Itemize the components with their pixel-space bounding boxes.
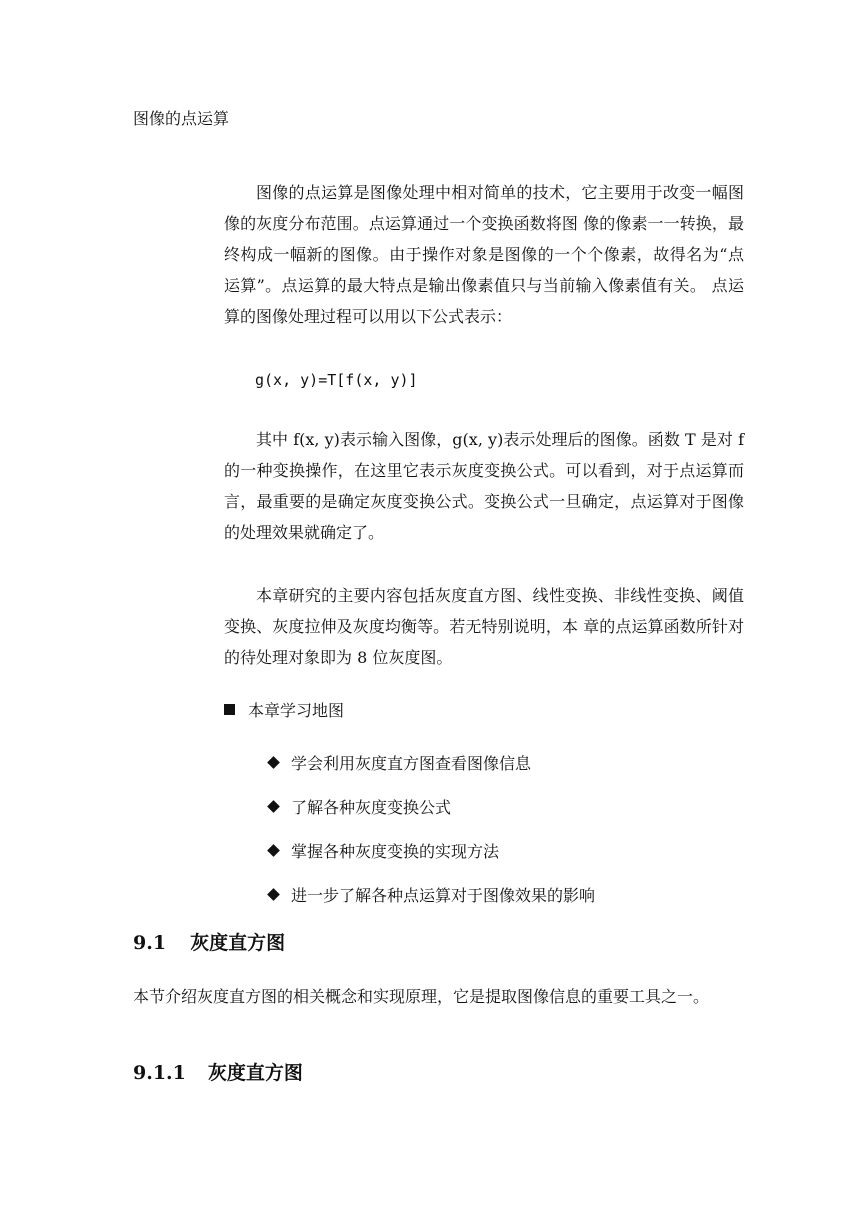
list-item: 进一步了解各种点运算对于图像效果的影响: [267, 872, 595, 916]
formula-explanation-paragraph: 其中 f(x, y)表示输入图像，g(x, y)表示处理后的图像。函数 T 是对 f 的一种变换操作，在这里它表示灰度变换公式。可以看到，对于点运算而言，最重要的是确定灰度变换公式。变换公式一旦确定，点运算对于图像的处理效果就确定了。: [224, 430, 744, 542]
learning-map-label: 本章学习地图: [248, 701, 345, 720]
list-item: 了解各种灰度变换公式: [267, 784, 595, 828]
section-heading: [133, 928, 285, 955]
intro-paragraph: 图像的点运算是图像处理中相对简单的技术，它主要用于改变一幅图像的灰度分布范围。点运算通过一个变换函数将图 像的像素一一转换，最终构成一幅新的图像。由于操作对象是图像的一个个像素，故得名为“点运算”。点运算的最大特点是输出像素值只与当前输入像素值有关。 点运算的图像处理过程可以用以下公式表示：: [224, 183, 744, 326]
diamond-bullet-icon: [267, 844, 280, 857]
section-title: 灰度直方图: [190, 932, 286, 954]
document-title: 图像的点运算: [133, 109, 230, 128]
section-intro-paragraph: 本节介绍灰度直方图的相关概念和实现原理，它是提取图像信息的重要工具之一。: [133, 987, 710, 1006]
diamond-bullet-icon: [267, 888, 280, 901]
subsection-title: 灰度直方图: [207, 1062, 303, 1084]
list-item: 掌握各种灰度变换的实现方法: [267, 828, 595, 872]
diamond-bullet-icon: [267, 756, 280, 769]
learning-map-list: [267, 740, 595, 916]
list-item: 学会利用灰度直方图查看图像信息: [267, 740, 595, 784]
square-bullet-icon: [224, 704, 235, 715]
formula: g(x, y)=T[f(x, y)]: [255, 371, 418, 389]
section-number: 9.1: [133, 932, 167, 954]
subsection-number: 9.1.1: [133, 1062, 186, 1084]
chapter-contents-paragraph: 本章研究的主要内容包括灰度直方图、线性变换、非线性变换、阈值变换、灰度拉伸及灰度均衡等。若无特别说明，本 章的点运算函数所针对的待处理对象即为 8 位灰度图。: [224, 586, 744, 667]
diamond-bullet-icon: [267, 800, 280, 813]
subsection-heading: [133, 1058, 303, 1085]
learning-map-heading: [224, 698, 344, 721]
